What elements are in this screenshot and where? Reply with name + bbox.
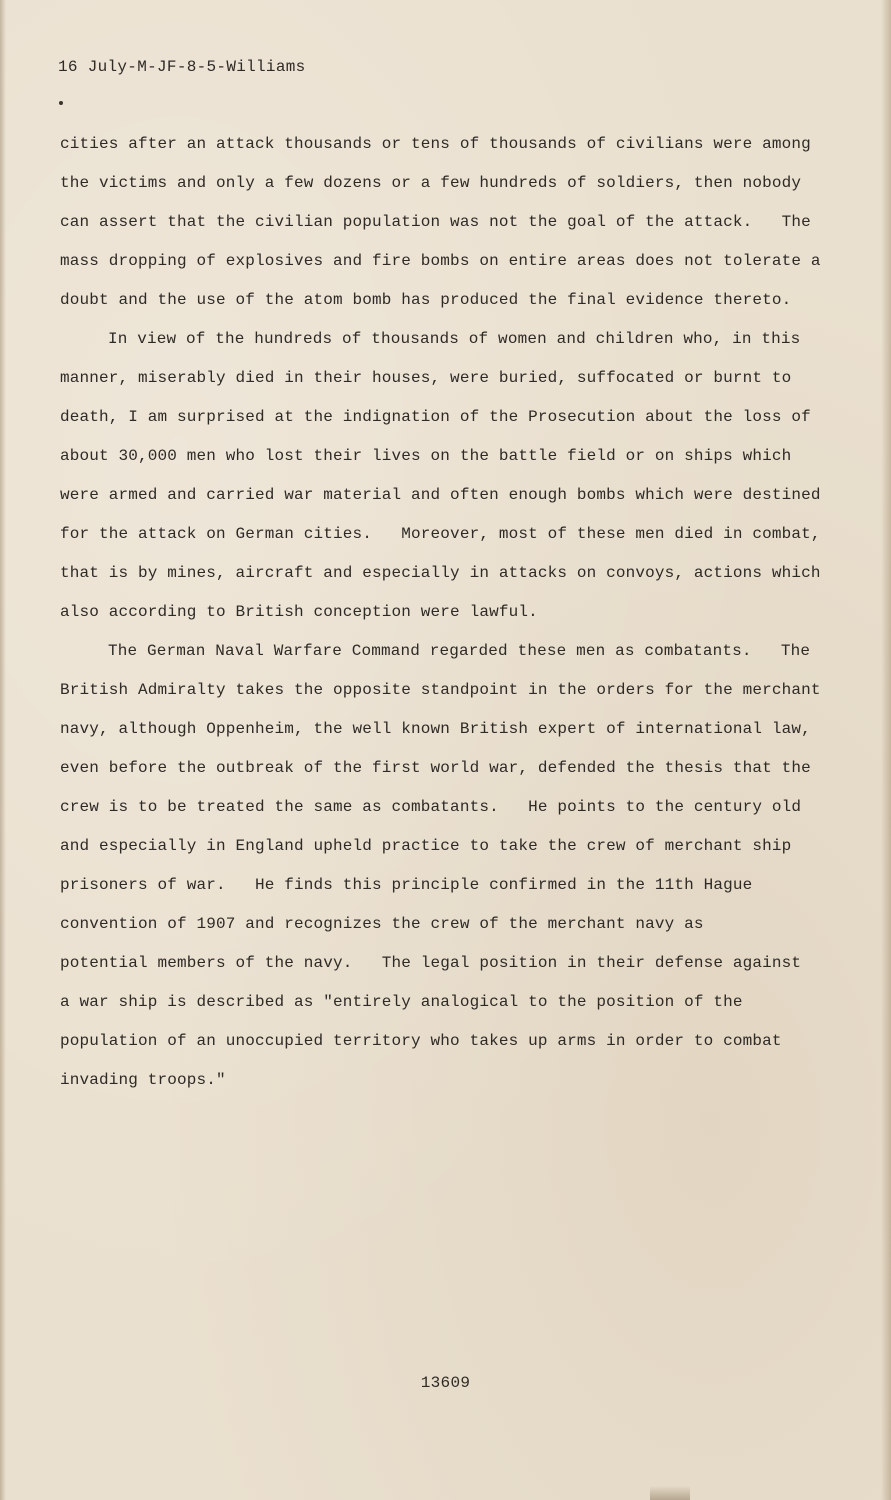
text-line: and especially in England upheld practice to take the crew of merchant ship — [60, 837, 792, 855]
torn-edge — [650, 1486, 690, 1500]
text-line: navy, although Oppenheim, the well known British expert of international law, — [60, 720, 811, 738]
text-line: potential members of the navy. The legal position in their defense against — [60, 954, 802, 972]
body-text — [60, 132, 840, 1107]
page-edge-left — [0, 0, 6, 1500]
text-line: cities after an attack thousands or tens of thousands of civilians were among — [60, 135, 811, 153]
text-line: invading troops." — [60, 1071, 226, 1089]
text-line: that is by mines, aircraft and especially in attacks on convoys, actions which — [60, 564, 821, 582]
text-line: In view of the hundreds of thousands of women and children who, in this — [108, 330, 801, 348]
text-line: a war ship is described as "entirely analogical to the position of the — [60, 993, 743, 1011]
text-line: were armed and carried war material and often enough bombs which were destined — [60, 486, 821, 504]
text-line: manner, miserably died in their houses, were buried, suffocated or burnt to — [60, 369, 792, 387]
text-line: can assert that the civilian population was not the goal of the attack. The — [60, 213, 811, 231]
text-line: The German Naval Warfare Command regarded these men as combatants. The — [108, 642, 811, 660]
text-line: mass dropping of explosives and fire bombs on entire areas does not tolerate a — [60, 252, 821, 270]
text-line: doubt and the use of the atom bomb has produced the final evidence thereto. — [60, 291, 792, 309]
text-line: death, I am surprised at the indignation of the Prosecution about the loss of — [60, 408, 811, 426]
text-line: even before the outbreak of the first world war, defended the thesis that the — [60, 759, 811, 777]
text-line: population of an unoccupied territory who takes up arms in order to combat — [60, 1032, 782, 1050]
text-line: the victims and only a few dozens or a few hundreds of soldiers, then nobody — [60, 174, 802, 192]
text-line: convention of 1907 and recognizes the crew of the merchant navy as — [60, 915, 704, 933]
text-line: prisoners of war. He finds this principle confirmed in the 11th Hague — [60, 876, 753, 894]
text-line: for the attack on German cities. Moreover, most of these men died in combat, — [60, 525, 821, 543]
text-line: British Admiralty takes the opposite standpoint in the orders for the merchant — [60, 681, 821, 699]
text-line: about 30,000 men who lost their lives on the battle field or on ships which — [60, 447, 792, 465]
page-edge-right — [881, 0, 891, 1500]
text-line: also according to British conception were lawful. — [60, 603, 538, 621]
page-number: 13609 — [420, 1374, 471, 1392]
page-header: 16 July-M-JF-8-5-Williams — [58, 58, 306, 76]
margin-mark — [59, 101, 63, 105]
text-line: crew is to be treated the same as combatants. He points to the century old — [60, 798, 802, 816]
